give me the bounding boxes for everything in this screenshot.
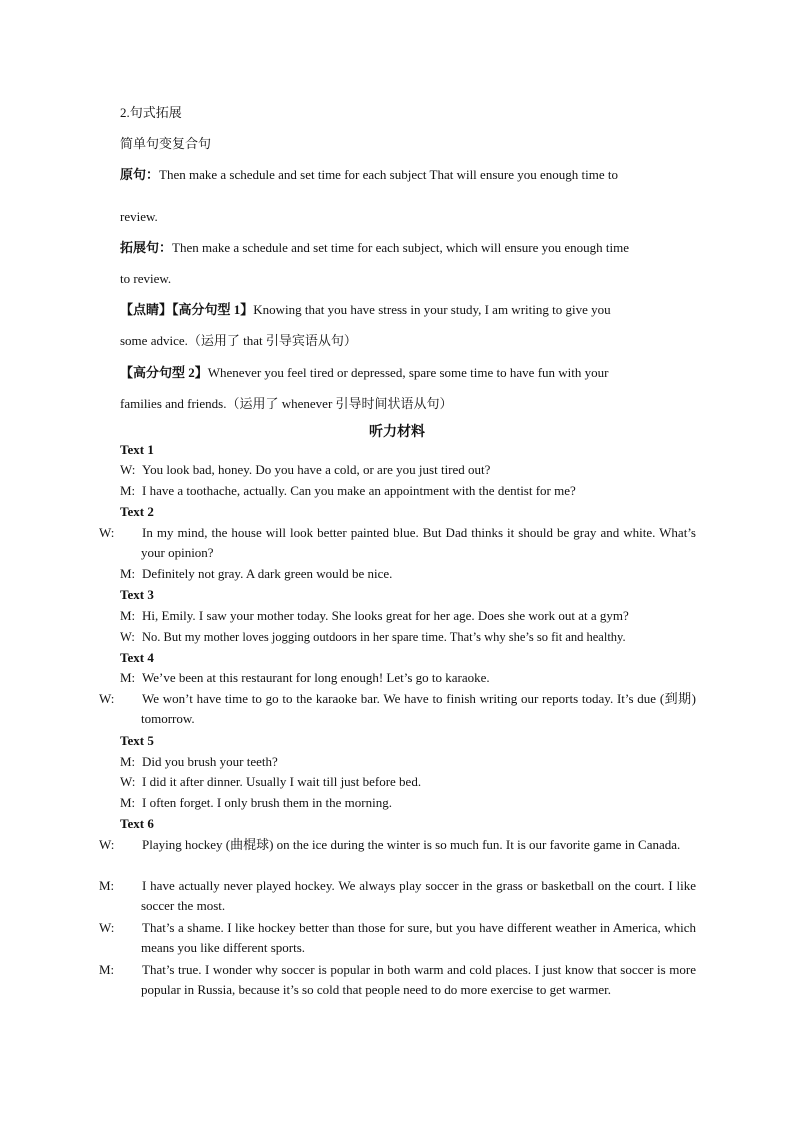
dialogue-line <box>99 523 696 563</box>
dialogue-text: I have actually never played hockey. We always play soccer in the grass or basketball on the court. I like soccer the most. <box>141 878 696 913</box>
original-text-line2: review. <box>120 209 158 224</box>
speaker-label: W: <box>120 462 136 477</box>
expanded-sentence <box>120 240 680 256</box>
speaker-label: M: <box>120 795 136 810</box>
dialogue-line <box>99 960 696 1000</box>
dialogue-text: We won’t have time to go to the karaoke bar. We have to finish writing our reports today. It’s due (到期) tomorrow. <box>141 691 696 726</box>
speaker-label: M: <box>99 962 115 977</box>
dialogue-text: I have a toothache, actually. Can you make an appointment with the dentist for me? <box>142 483 576 498</box>
listening-heading: 听力材料 <box>369 425 425 440</box>
dialogue-text: Did you brush your teeth? <box>142 754 278 769</box>
section-title: 2.句式拓展 <box>120 105 182 120</box>
text-title: Text 3 <box>120 587 154 602</box>
tip2-text-line2: families and friends.（运用了 whenever 引导时间状语从句） <box>120 396 453 411</box>
expanded-label: 拓展句： <box>120 240 173 255</box>
speaker-label: W: <box>99 691 115 706</box>
text-title: Text 2 <box>120 504 154 519</box>
section-subtitle: 简单句变复合句 <box>120 136 212 151</box>
dialogue-text: We’ve been at this restaurant for long enough! Let’s go to karaoke. <box>142 670 490 685</box>
expanded-text-line1: Then make a schedule and set time for each subject, which will ensure you enough time <box>172 240 630 255</box>
speaker-label: M: <box>120 754 136 769</box>
tip1-label: 【点睛】【高分句型 1】 <box>120 302 254 317</box>
dialogue-text: You look bad, honey. Do you have a cold, or are you just tired out? <box>142 462 491 477</box>
speaker-label: W: <box>120 774 136 789</box>
dialogue-line <box>120 627 675 647</box>
dialogue-line <box>120 606 675 626</box>
dialogue-text: Definitely not gray. A dark green would be nice. <box>142 566 393 581</box>
dialogue-text: Hi, Emily. I saw your mother today. She looks great for her age. Does she work out at a gym? <box>142 608 629 623</box>
text-title: Text 4 <box>120 650 154 665</box>
speaker-label: W: <box>99 525 115 540</box>
tip2-text-line1: Whenever you feel tired or depressed, spare some time to have fun with your <box>207 365 609 380</box>
tip1-text-line1: Knowing that you have stress in your study, I am writing to give you <box>253 302 611 317</box>
dialogue-text: I often forget. I only brush them in the morning. <box>142 795 392 810</box>
original-sentence <box>120 167 680 183</box>
dialogue-line <box>120 564 675 584</box>
dialogue-line <box>120 793 675 813</box>
dialogue-line <box>99 876 696 916</box>
dialogue-line <box>99 835 696 855</box>
speaker-label: W: <box>120 630 135 644</box>
tip2 <box>120 365 680 381</box>
original-label: 原句： <box>120 167 160 182</box>
text-title: Text 6 <box>120 816 154 831</box>
dialogue-line <box>120 668 675 688</box>
speaker-label: W: <box>99 837 115 852</box>
dialogue-text: No. But my mother loves jogging outdoors in her spare time. That’s why she’s so fit and healthy. <box>142 630 626 644</box>
speaker-label: M: <box>120 566 136 581</box>
expanded-text-line2: to review. <box>120 271 172 286</box>
text-title: Text 1 <box>120 442 154 457</box>
dialogue-text: That’s true. I wonder why soccer is popular in both warm and cold places. I just know that soccer is more popular in Russia, because it’s so cold that people need to do more exercise to get warmer. <box>141 962 696 997</box>
speaker-label: M: <box>120 670 136 685</box>
tip1 <box>120 302 680 318</box>
dialogue-line <box>120 481 675 501</box>
text-title: Text 5 <box>120 733 154 748</box>
dialogue-text: That’s a shame. I like hockey better than those for sure, but you have different weather in America, which means you like different sports. <box>141 920 696 955</box>
dialogue-line <box>99 918 696 958</box>
tip2-label: 【高分句型 2】 <box>120 365 208 380</box>
speaker-label: W: <box>99 920 115 935</box>
speaker-label: M: <box>120 608 136 623</box>
speaker-label: M: <box>99 878 115 893</box>
speaker-label: M: <box>120 483 136 498</box>
dialogue-text: I did it after dinner. Usually I wait till just before bed. <box>142 774 422 789</box>
dialogue-text: In my mind, the house will look better painted blue. But Dad thinks it should be gray and white. What’s your opinion? <box>141 525 696 560</box>
tip1-text-line2: some advice.（运用了 that 引导宾语从句） <box>120 333 357 348</box>
dialogue-line <box>120 772 675 792</box>
dialogue-line <box>99 689 696 729</box>
dialogue-text: Playing hockey (曲棍球) on the ice during the winter is so much fun. It is our favorite game in Canada. <box>142 837 681 852</box>
dialogue-line <box>120 752 675 772</box>
original-text-line1: Then make a schedule and set time for each subject That will ensure you enough time to <box>159 167 618 182</box>
dialogue-line <box>120 460 675 480</box>
